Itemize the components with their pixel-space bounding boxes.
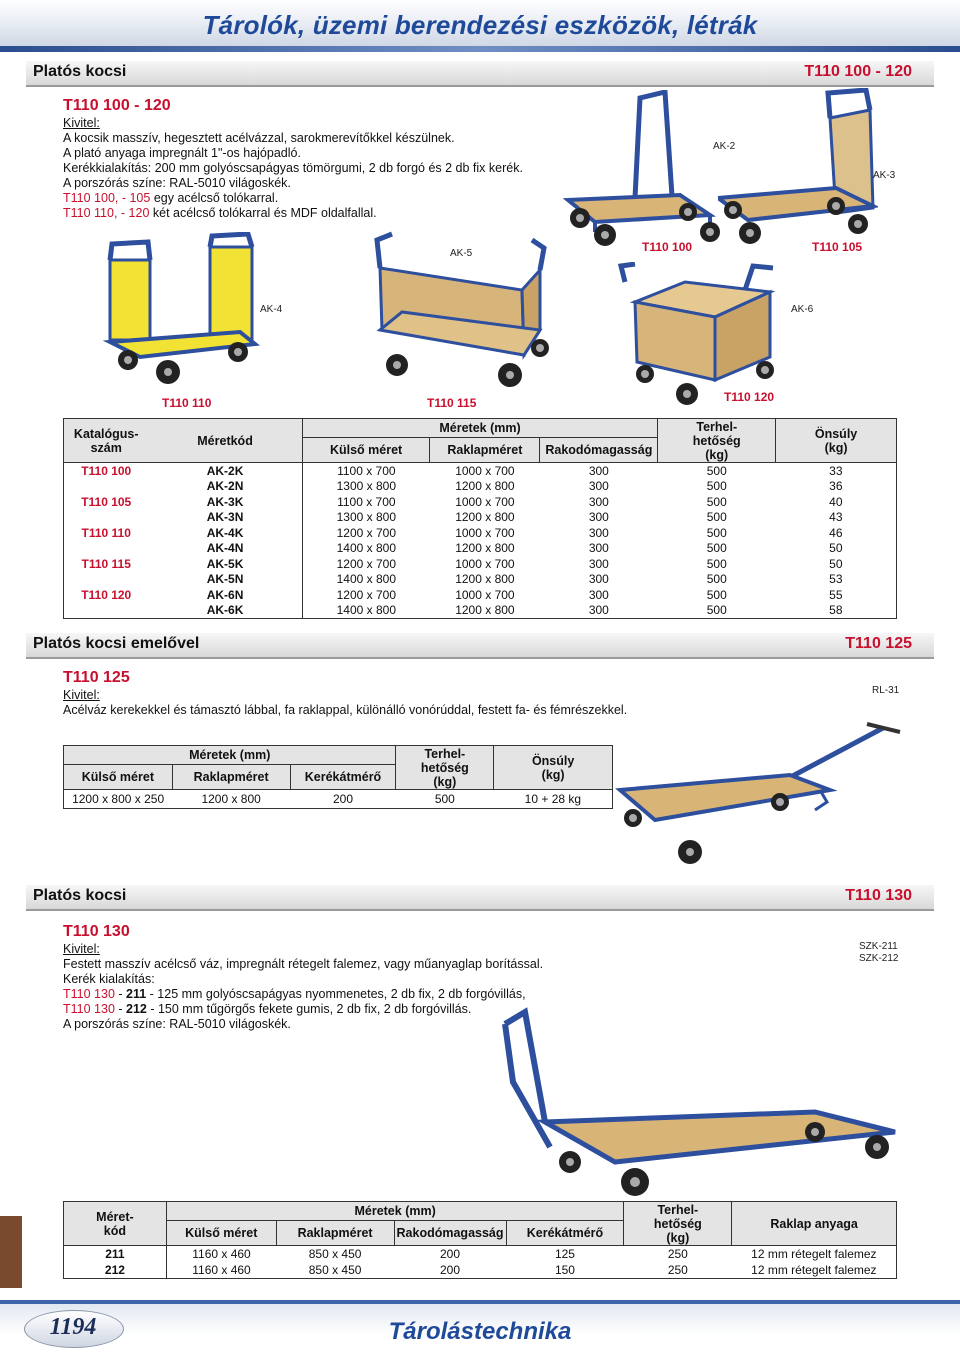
model-ref: T110 130 — [63, 987, 115, 1001]
table-row — [64, 463, 897, 479]
image-label-ak4: AK-4 — [260, 304, 283, 315]
cell-meretkod: AK-6N — [206, 587, 244, 602]
section-bar-platos-kocsi-emelovel — [26, 633, 934, 659]
cell-rakodo: 200 — [440, 1247, 461, 1261]
col-header-meretek: Méretek (mm) — [189, 748, 271, 762]
cell-raklap: 850 x 450 — [308, 1247, 362, 1261]
cell-terhelhetoseg: 500 — [706, 525, 727, 540]
footer-rule — [0, 1300, 960, 1304]
cell-onsuly: 43 — [829, 510, 843, 525]
desc-line: A plató anyaga impregnált 1"-os hajópadló. — [63, 146, 301, 160]
cell-kulso: 1300 x 800 — [302, 510, 430, 526]
cell-kulso: 1400 x 800 — [302, 572, 430, 588]
cell-raklap: 1200 x 800 — [455, 541, 515, 556]
cell-kulso: 1400 x 800 — [302, 541, 430, 557]
cell-meretkod: 212 — [104, 1263, 125, 1277]
cell-onsuly: 33 — [829, 463, 843, 478]
cell-onsuly: 36 — [829, 479, 843, 494]
cart-image-ak3 — [718, 88, 878, 248]
cell-meretkod: AK-3N — [206, 510, 244, 525]
table-row — [64, 510, 897, 526]
desc-line — [63, 191, 523, 206]
cell-raklap: 850 x 450 — [308, 1263, 362, 1277]
col-header-katalogus: Katalógus- szám — [64, 419, 149, 463]
col-header-meretek: Méretek (mm) — [166, 1202, 624, 1221]
model-label-t120: T110 120 — [724, 390, 775, 404]
cell-kulso: 1300 x 800 — [302, 479, 430, 495]
cell-katalogus — [64, 479, 149, 495]
cell-katalogus: T110 115 — [81, 556, 131, 571]
table-row — [64, 525, 897, 541]
col-header-kerek: Kerékátmérő — [290, 765, 396, 790]
section-title: Platós kocsi — [33, 887, 127, 904]
cell-raklap: 1200 x 800 — [455, 479, 515, 494]
cell-raklap: 1200 x 800 — [455, 603, 515, 618]
col-header-meretkod: Méretkód — [148, 419, 302, 463]
table-row — [64, 587, 897, 603]
cell-kulso: 1200 x 700 — [302, 556, 430, 572]
description-block — [63, 116, 523, 221]
cell-kulso: 1200 x 700 — [302, 525, 430, 541]
product-title: T110 130 — [63, 923, 130, 940]
footer-title: Tárolástechnika — [388, 1318, 572, 1345]
side-tab-marker — [0, 1216, 22, 1288]
cart-image-rl31 — [615, 710, 915, 870]
desc-text: - — [114, 1002, 127, 1016]
table-row — [64, 541, 897, 557]
desc-line: A porszórás színe: RAL-5010 világoskék. — [63, 176, 291, 190]
desc-line — [63, 206, 523, 221]
table-row — [64, 790, 613, 809]
cell-terhelhetoseg: 500 — [706, 479, 727, 494]
model-label-t100: T110 100 — [642, 240, 693, 254]
cell-rakodo: 300 — [588, 479, 609, 494]
table-row — [64, 479, 897, 495]
desc-line: A kocsik masszív, hegesztett acélvázzal, sarokmerevítőkkel készülnek. — [63, 131, 455, 145]
cell-katalogus — [64, 541, 149, 557]
cell-meretkod: AK-2K — [206, 463, 244, 478]
cell-meretkod: AK-2N — [206, 479, 244, 494]
desc-text: egy acélcső tolókarral. — [150, 191, 279, 205]
cell-kulso: 1160 x 460 — [166, 1262, 276, 1279]
table-row — [64, 1262, 897, 1279]
cell-kulso: 1200 x 800 x 250 — [72, 792, 165, 806]
col-header-terhelhetoseg: Terhel- hetőség (kg) — [658, 419, 776, 463]
cell-rakodo: 300 — [588, 525, 609, 540]
cart-image-ak4 — [100, 232, 260, 387]
cell-onsuly: 46 — [829, 525, 843, 540]
col-header-rakodo: Rakodómagasság — [540, 438, 658, 463]
desc-line: Acélváz kerekekkel és támasztó lábbal, fa raklappal, különálló vonórúddal, festett fa- és fémrészekkel. — [63, 703, 628, 717]
page-header-title: Tárolók, üzemi berendezési eszközök, létrák — [202, 10, 758, 40]
desc-text: - 125 mm golyóscsapágyas nyommenetes, 2 db fix, 2 db forgóvillás, — [146, 987, 526, 1001]
section-title: Platós kocsi — [33, 63, 127, 80]
cell-kulso: 1100 x 700 — [302, 463, 430, 479]
cell-rakodo: 300 — [588, 572, 609, 587]
cell-rakodo: 300 — [588, 510, 609, 525]
desc-line: Kerék kialakítás: — [63, 972, 155, 986]
cell-meretkod: AK-3K — [206, 494, 244, 509]
desc-line: Festett masszív acélcső váz, impregnált rétegelt falemez, vagy műanyaglap borítással. — [63, 957, 544, 971]
cell-kulso: 1200 x 700 — [302, 587, 430, 603]
cell-katalogus — [64, 603, 149, 619]
image-label-szk212: SZK-212 — [859, 953, 899, 964]
cell-rakodo: 300 — [588, 494, 609, 509]
cell-terhelhetoseg: 500 — [706, 556, 727, 571]
table-row — [64, 556, 897, 572]
cell-katalogus — [64, 572, 149, 588]
cell-kulso: 1400 x 800 — [302, 603, 430, 619]
cell-raklap: 1000 x 700 — [455, 525, 515, 540]
cell-kerek: 125 — [554, 1247, 575, 1261]
model-label-t105: T110 105 — [812, 240, 863, 254]
table-row — [64, 1246, 897, 1263]
col-header-kerek: Kerékátmérő — [506, 1221, 624, 1246]
col-header-terhelhetoseg: Terhel- hetőség (kg) — [396, 746, 494, 790]
cell-kerek: 200 — [332, 792, 353, 806]
image-label-ak3: AK-3 — [873, 170, 896, 181]
spec-table-body — [64, 1246, 897, 1279]
cell-raklap-anyaga: 12 mm rétegelt falemez — [751, 1263, 877, 1277]
cell-rakodo: 300 — [588, 556, 609, 571]
cell-onsuly: 53 — [829, 572, 843, 587]
col-header-meretkod: Méret- kód — [64, 1202, 167, 1246]
model-ref: T110 110, - 120 — [63, 206, 150, 220]
cell-meretkod: AK-5K — [206, 556, 244, 571]
kivitel-label: Kivitel: — [63, 688, 100, 702]
section-code: T110 125 — [845, 635, 912, 652]
cell-raklap: 1000 x 700 — [455, 556, 515, 571]
cell-meretkod: AK-5N — [206, 572, 244, 587]
kivitel-label: Kivitel: — [63, 116, 100, 130]
desc-line: A porszórás színe: RAL-5010 világoskék. — [63, 1017, 291, 1031]
cell-terhelhetoseg: 500 — [706, 494, 727, 509]
cell-onsuly: 50 — [829, 556, 843, 571]
model-ref: T110 100, - 105 — [63, 191, 151, 205]
description-block — [63, 688, 627, 718]
col-header-kulso: Külső méret — [166, 1221, 276, 1246]
kivitel-label: Kivitel: — [63, 942, 100, 956]
cell-terhelhetoseg: 250 — [667, 1247, 688, 1261]
cell-katalogus: T110 120 — [81, 587, 132, 602]
header-rule — [0, 46, 960, 52]
spec-table-body — [64, 463, 897, 619]
variant-code: 212 — [126, 1002, 147, 1016]
cell-terhelhetoseg: 250 — [667, 1263, 688, 1277]
model-ref: T110 130 — [63, 1002, 115, 1016]
cell-kerek: 150 — [554, 1263, 575, 1277]
cell-katalogus: T110 110 — [81, 525, 131, 540]
image-label-szk211: SZK-211 — [859, 941, 898, 952]
variant-code: 211 — [126, 987, 147, 1001]
cell-raklap: 1000 x 700 — [455, 494, 515, 509]
cart-image-ak2 — [560, 90, 720, 250]
cell-katalogus — [64, 510, 149, 526]
cell-terhelhetoseg: 500 — [706, 572, 727, 587]
cell-katalogus: T110 100 — [81, 463, 132, 478]
cell-meretkod: AK-4K — [206, 525, 244, 540]
cell-rakodo: 300 — [588, 603, 609, 618]
cell-terhelhetoseg: 500 — [706, 463, 727, 478]
image-label-rl31: RL-31 — [872, 685, 900, 696]
col-header-onsuly: Önsúly (kg) — [776, 419, 897, 463]
cell-raklap: 1000 x 700 — [455, 463, 515, 478]
cell-rakodo: 300 — [588, 587, 609, 602]
cell-raklap: 1200 x 800 — [455, 572, 515, 587]
product-title: T110 100 - 120 — [63, 97, 171, 114]
desc-line — [63, 1002, 543, 1017]
desc-text: két acélcső tolókarral és MDF oldalfallal. — [149, 206, 377, 220]
cell-terhelhetoseg: 500 — [706, 587, 727, 602]
spec-table-emelovel — [63, 745, 613, 809]
table-row — [64, 572, 897, 588]
cell-meretkod: 211 — [105, 1247, 125, 1261]
image-label-ak6: AK-6 — [791, 304, 814, 315]
col-header-kulso: Külső méret — [64, 765, 173, 790]
image-labels-szk — [859, 941, 898, 965]
cell-raklap-anyaga: 12 mm rétegelt falemez — [751, 1247, 877, 1261]
section-bar-platos-kocsi-130 — [26, 885, 934, 911]
col-header-meretek: Méretek (mm) — [302, 419, 658, 438]
col-header-raklap: Raklapméret — [172, 765, 290, 790]
model-label-t115: T110 115 — [427, 396, 477, 410]
cell-raklap: 1200 x 800 — [455, 510, 515, 525]
section-bar-platos-kocsi — [26, 61, 934, 87]
cell-onsuly: 10 + 28 kg — [524, 792, 582, 806]
cell-rakodo: 300 — [588, 541, 609, 556]
col-header-raklap: Raklapméret — [276, 1221, 394, 1246]
image-label-ak2: AK-2 — [713, 141, 736, 152]
cell-kulso: 1100 x 700 — [302, 494, 430, 510]
spec-table-platos-kocsi — [63, 418, 897, 619]
cell-raklap: 1200 x 800 — [201, 792, 261, 806]
table-row — [64, 603, 897, 619]
section-code: T110 130 — [845, 887, 912, 904]
cell-terhelhetoseg: 500 — [706, 603, 727, 618]
section-code: T110 100 - 120 — [804, 63, 912, 80]
cell-meretkod: AK-6K — [206, 603, 244, 618]
cell-onsuly: 58 — [829, 603, 843, 618]
spec-table-szk — [63, 1201, 897, 1279]
cart-image-szk — [485, 972, 905, 1202]
desc-line: Kerékkialakítás: 200 mm golyóscsapágyas tömörgumi, 2 db forgó és 2 db fix kerék. — [63, 161, 523, 175]
cell-onsuly: 50 — [829, 541, 843, 556]
desc-line — [63, 987, 543, 1002]
cell-meretkod: AK-4N — [206, 541, 244, 556]
product-title: T110 125 — [63, 669, 130, 686]
cell-kulso: 1160 x 460 — [166, 1246, 276, 1263]
cell-katalogus: T110 105 — [81, 494, 132, 509]
cell-terhelhetoseg: 500 — [706, 510, 727, 525]
model-label-t110: T110 110 — [162, 396, 212, 410]
image-label-ak5: AK-5 — [450, 248, 473, 259]
cell-onsuly: 55 — [829, 587, 843, 602]
section-title: Platós kocsi emelővel — [33, 635, 200, 652]
description-block — [63, 942, 543, 1032]
cell-rakodo: 300 — [588, 463, 609, 478]
desc-text: - — [114, 987, 127, 1001]
col-header-raklap: Raklapméret — [430, 438, 540, 463]
desc-text: - 150 mm tűgörgős fekete gumis, 2 db fix, 2 db forgóvillás. — [146, 1002, 472, 1016]
cell-terhelhetoseg: 500 — [706, 541, 727, 556]
cell-onsuly: 40 — [829, 494, 843, 509]
cell-terhelhetoseg: 500 — [434, 792, 455, 806]
col-header-kulso: Külső méret — [302, 438, 430, 463]
col-header-raklap-anyaga: Raklap anyaga — [732, 1202, 897, 1246]
col-header-terhelhetoseg: Terhel- hetőség (kg) — [624, 1202, 732, 1246]
table-row — [64, 494, 897, 510]
cell-rakodo: 200 — [440, 1263, 461, 1277]
page-number: 1194 — [49, 1314, 97, 1340]
col-header-rakodo: Rakodómagasság — [394, 1221, 506, 1246]
cell-raklap: 1000 x 700 — [455, 587, 515, 602]
col-header-onsuly: Önsúly (kg) — [494, 746, 613, 790]
